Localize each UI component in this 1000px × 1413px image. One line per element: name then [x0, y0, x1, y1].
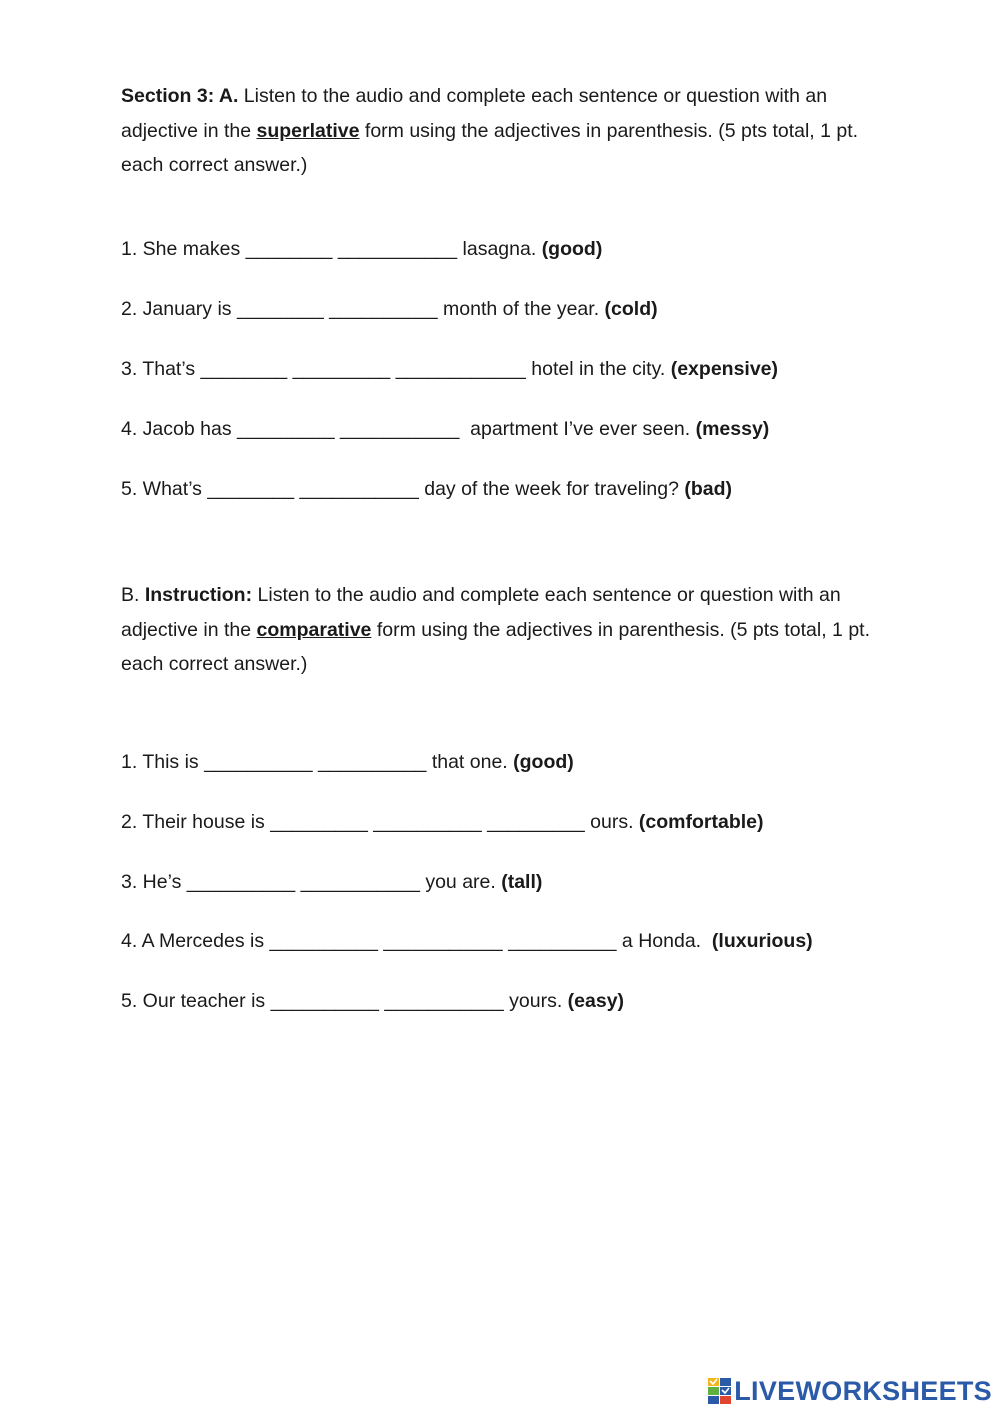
item-hint: (good): [513, 751, 574, 773]
item-hint: (comfortable): [638, 811, 764, 833]
item-hint: (cold): [604, 298, 658, 320]
item-hint: (luxurious): [711, 930, 813, 952]
section-b-item-5: [121, 989, 624, 1013]
section-a-item-1: [121, 237, 602, 261]
section-b-item-3: [121, 870, 542, 894]
item-text: 2. Their house is _________ __________ _________ ours.: [121, 811, 639, 833]
item-text: 5. What’s ________ ___________ day of the week for traveling?: [121, 478, 685, 500]
liveworksheets-watermark[interactable]: [708, 1375, 992, 1407]
section-b-item-4: [121, 929, 813, 953]
item-text: 1. This is __________ __________ that one.: [121, 751, 514, 773]
section-b-keyword: comparative: [256, 618, 372, 641]
section-b-text-1: Listen to the audio and complete each sentence or question with an adjective in the: [121, 584, 841, 641]
section-a-item-5: [121, 477, 732, 501]
item-text: 5. Our teacher is __________ ___________ yours.: [121, 990, 568, 1012]
section-a-item-2: [121, 297, 658, 321]
item-text: 2. January is ________ __________ month of the year.: [121, 298, 605, 320]
section-a-instructions: [121, 79, 881, 183]
item-text: 4. A Mercedes is __________ ___________ __________ a Honda.: [121, 930, 712, 952]
section-b-item-2: [121, 810, 764, 834]
item-hint: (good): [541, 238, 603, 260]
section-a-item-3: [121, 357, 778, 381]
section-a-text-1: Listen to the audio and complete each sentence or question with an adjective in the: [121, 85, 828, 142]
liveworksheets-brand-text: LIVEWORKSHEETS: [734, 1375, 992, 1406]
item-hint: (bad): [684, 478, 733, 500]
section-b-prefix: B.: [121, 584, 145, 606]
item-text: 1. She makes ________ ___________ lasagna.: [121, 238, 542, 260]
item-text: 3. He’s __________ ___________ you are.: [121, 871, 502, 893]
section-b-item-1: [121, 750, 574, 774]
section-b-text-2: form using the adjectives in parenthesis. (5 pts total, 1 pt. each correct answer.): [121, 618, 870, 675]
item-text: 4. Jacob has _________ ___________ apartment I’ve ever seen.: [121, 418, 696, 440]
section-b-label: Instruction:: [144, 584, 253, 606]
section-b-instructions: [121, 578, 881, 682]
item-text: 3. That’s ________ _________ ____________ hotel in the city.: [121, 358, 671, 380]
section-a-label: Section 3: A.: [121, 85, 239, 107]
section-a-item-4: [121, 417, 769, 441]
item-hint: (expensive): [670, 358, 779, 380]
item-hint: (easy): [567, 990, 625, 1012]
section-a-text-2: form using the adjectives in parenthesis. (5 pts total, 1 pt. each correct answer.): [121, 119, 859, 176]
item-hint: (tall): [501, 871, 543, 893]
liveworksheets-logo-icon: [708, 1378, 732, 1404]
section-a-keyword: superlative: [256, 119, 360, 142]
item-hint: (messy): [695, 418, 770, 440]
